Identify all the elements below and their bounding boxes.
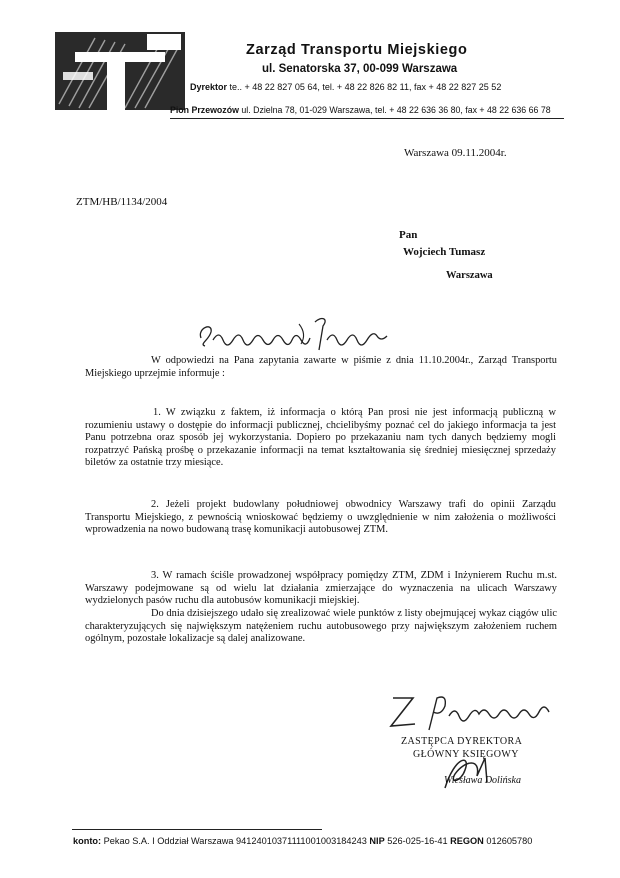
branch-contact-text: ul. Dzielna 78, 01-029 Warszawa, tel. + 48 22 636 36 80, fax + 48 22 636 66 78 xyxy=(238,105,551,115)
handwritten-greeting-signature xyxy=(195,312,405,354)
footer-divider xyxy=(72,829,322,830)
point-3-continuation: Do dnia dzisiejszego udało się zrealizować wiele punktów z listy obejmującej wykaz ciągów ulic charakteryzujących się największym natężeniem ruchu autobusowego przy największym założeniem ruchem ogólnym, pozostałe lokalizacje są dalej analizowane. xyxy=(85,608,557,645)
director-contact-text: te.. + 48 22 827 05 64, tel. + 48 22 826 82 11, fax + 48 22 827 25 52 xyxy=(227,82,502,92)
director-contact-line xyxy=(190,82,501,92)
intro-paragraph: W odpowiedzi na Pana zapytania zawarte w piśmie z dnia 11.10.2004r., Zarząd Transportu Miejskiego uprzejmie informuje : xyxy=(85,355,557,379)
director-label: Dyrektor xyxy=(190,82,228,92)
director-handwritten-signature xyxy=(425,752,515,792)
bank-details-line xyxy=(73,836,532,846)
recipient-title: Pan xyxy=(399,229,418,241)
reference-number: ZTM/HB/1134/2004 xyxy=(76,196,168,208)
nip-label: NIP xyxy=(369,836,385,846)
konto-text: Pekao S.A. I Oddział Warszawa 94124010371111001003184243 xyxy=(101,836,370,846)
handwritten-closing-signature xyxy=(385,690,570,736)
nip-text: 526-025-16-41 xyxy=(384,836,451,846)
point-1-paragraph: 1. W związku z faktem, iż informacja o którą Pan prosi nie jest informacją publiczną w rozumieniu ustawy o dostępie do informacji publicznej, chcielibyśmy poznać cel do jakiego informacja ta jest Panu potrzebna oraz sposób jej wykorzystania. Dopiero po przekazaniu nam tych danych będziemy mogli rozpatrzyć Pańską prośbę o przekazanie informacji na temat kształtowania się średniej miesięcznej sprzedaży biletów za ostatnie trzy miesiące. xyxy=(85,407,556,469)
organization-name: Zarząd Transportu Miejskiego xyxy=(246,42,468,58)
ztm-logo xyxy=(55,32,185,110)
letter-date: Warszawa 09.11.2004r. xyxy=(404,147,507,159)
point-2-paragraph: 2. Jeżeli projekt budowlany południowej obwodnicy Warszawy trafi do opinii Zarządu Transportu Miejskiego, z pewnością wnioskować będziemy o uwzględnienie w nim założenia o możliwości wprowadzenia na nowo budowaną trasę komunikacji autobusowej ZTM. xyxy=(85,499,556,536)
regon-label: REGON xyxy=(450,836,484,846)
regon-text: 012605780 xyxy=(483,836,533,846)
signatory-role-line-1: ZASTĘPCA DYREKTORA xyxy=(401,736,523,747)
point-3-paragraph: 3. W ramach ściśle prowadzonej współpracy pomiędzy ZTM, ZDM i Inżynierem Ruchu m.st. Warszawy podejmowane są od wielu lat działania zmierzające do wyznaczenia na ulicach Warszawy wydzielonych pasów ruchu dla autobusów komunikacji miejskiej. xyxy=(85,570,557,607)
recipient-city: Warszawa xyxy=(446,270,493,281)
signatory-name: Wiesława Dolińska xyxy=(444,775,521,786)
organization-address: ul. Senatorska 37, 00-099 Warszawa xyxy=(262,63,458,75)
header-divider xyxy=(170,118,564,119)
branch-label: Pion Przewozów xyxy=(170,105,239,115)
recipient-name: Wojciech Tumasz xyxy=(403,246,486,258)
signatory-role-line-2: GŁÓWNY KSIĘGOWY xyxy=(413,749,519,760)
branch-contact-line xyxy=(170,105,551,115)
konto-label: konto: xyxy=(73,836,102,846)
